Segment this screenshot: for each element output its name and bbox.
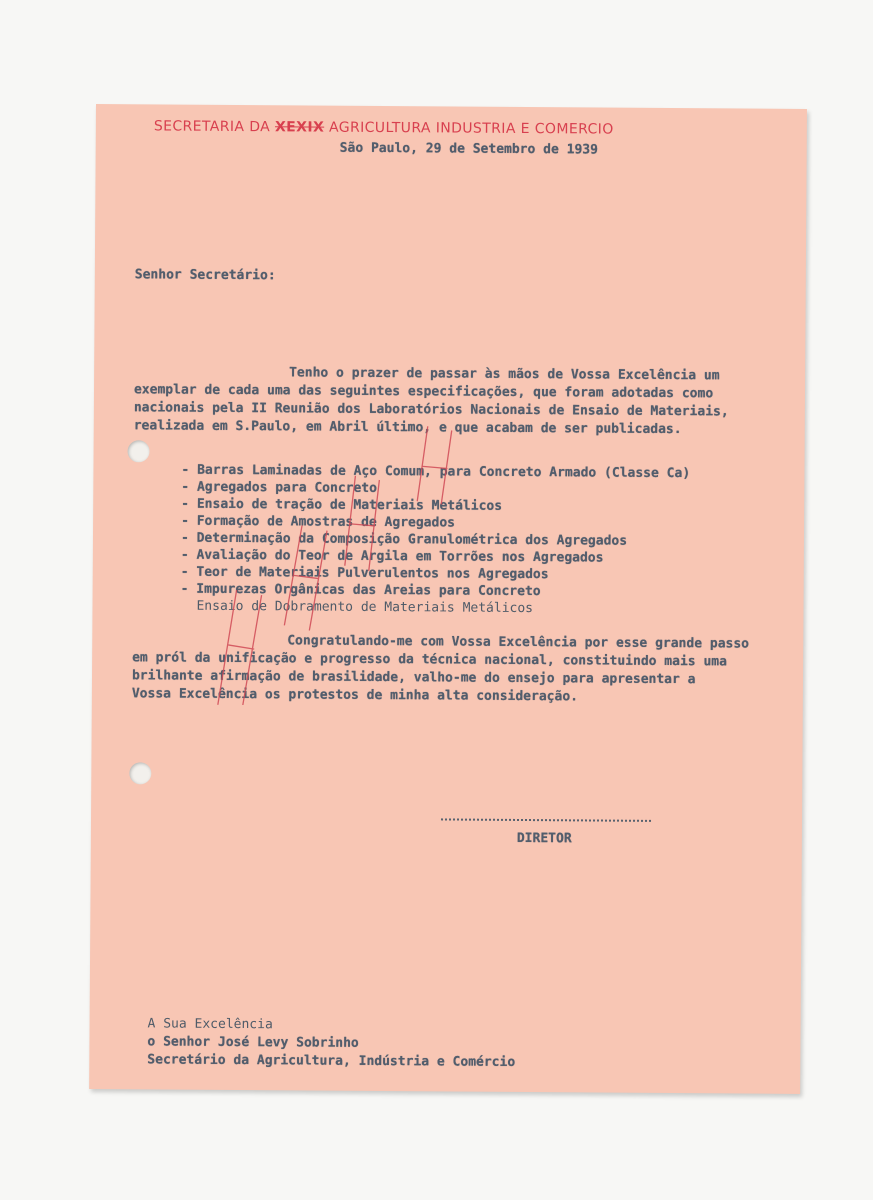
addressee-line: Secretário da Agricultura, Indústria e Comércio	[147, 1052, 516, 1070]
ink-stamp-mark	[176, 405, 508, 707]
signature-title: DIRETOR	[516, 830, 572, 847]
punch-hole-top	[127, 440, 149, 462]
list-item-added: Ensaio de Dobramento de Materiais Metálicos	[196, 598, 534, 617]
list-item: - Barras Laminadas de Aço Comum, para Concreto Armado (Classe Ca)	[181, 462, 691, 482]
closing-line: brilhante afirmação de brasilidade, valho-me do ensejo para apresentar a	[131, 668, 696, 688]
closing-line: Congratulando-me com Vossa Excelência por esse grande passo	[287, 633, 750, 652]
list-item: - Determinação da Composição Granulométrica dos Agregados	[180, 530, 628, 549]
addressee-line: A Sua Excelência	[147, 1016, 273, 1033]
signature-line	[441, 818, 651, 821]
letterhead-suffix: AGRICULTURA INDUSTRIA E COMERCIO	[324, 119, 614, 138]
letterhead-prefix: SECRETARIA DA	[153, 118, 276, 136]
body-line: exemplar de cada uma das seguintes especificações, que foram adotadas como	[133, 382, 714, 402]
letter-sheet	[89, 104, 807, 1094]
body-line: realizada em S.Paulo, em Abril último, e que acabam de ser publicadas.	[133, 418, 682, 438]
list-item: - Ensaio de tração de Materiais Metálicos	[181, 496, 503, 514]
punch-hole-bottom	[129, 762, 151, 784]
letterhead	[154, 118, 614, 137]
list-item: - Agregados para Concreto	[181, 479, 378, 496]
closing-line: Vossa Excelência os protestos de minha alta consideração.	[131, 686, 579, 705]
closing-line: em pról da unificação e progresso da técnica nacional, constituindo mais uma	[132, 650, 728, 670]
list-item: - Impurezas Orgânicas das Areias para Concreto	[180, 581, 541, 600]
list-item: - Avaliação do Teor de Argila em Torrões nos Agregados	[180, 547, 604, 566]
letterhead-struck-word: XEXIX	[274, 119, 325, 136]
salutation: Senhor Secretário:	[134, 267, 276, 284]
body-line: nacionais pela II Reunião dos Laboratórios Nacionais de Ensaio de Materiais,	[133, 400, 729, 420]
list-item: - Teor de Materiais Pulverulentos nos Agregados	[180, 564, 549, 583]
addressee-line: o Senhor José Levy Sobrinho	[147, 1034, 359, 1051]
list-item: - Formação de Amostras de Agregados	[181, 513, 456, 531]
body-line: Tenho o prazer de passar às mãos de Vossa Excelência um	[289, 365, 720, 384]
date-line: São Paulo, 29 de Setembro de 1939	[339, 140, 599, 158]
